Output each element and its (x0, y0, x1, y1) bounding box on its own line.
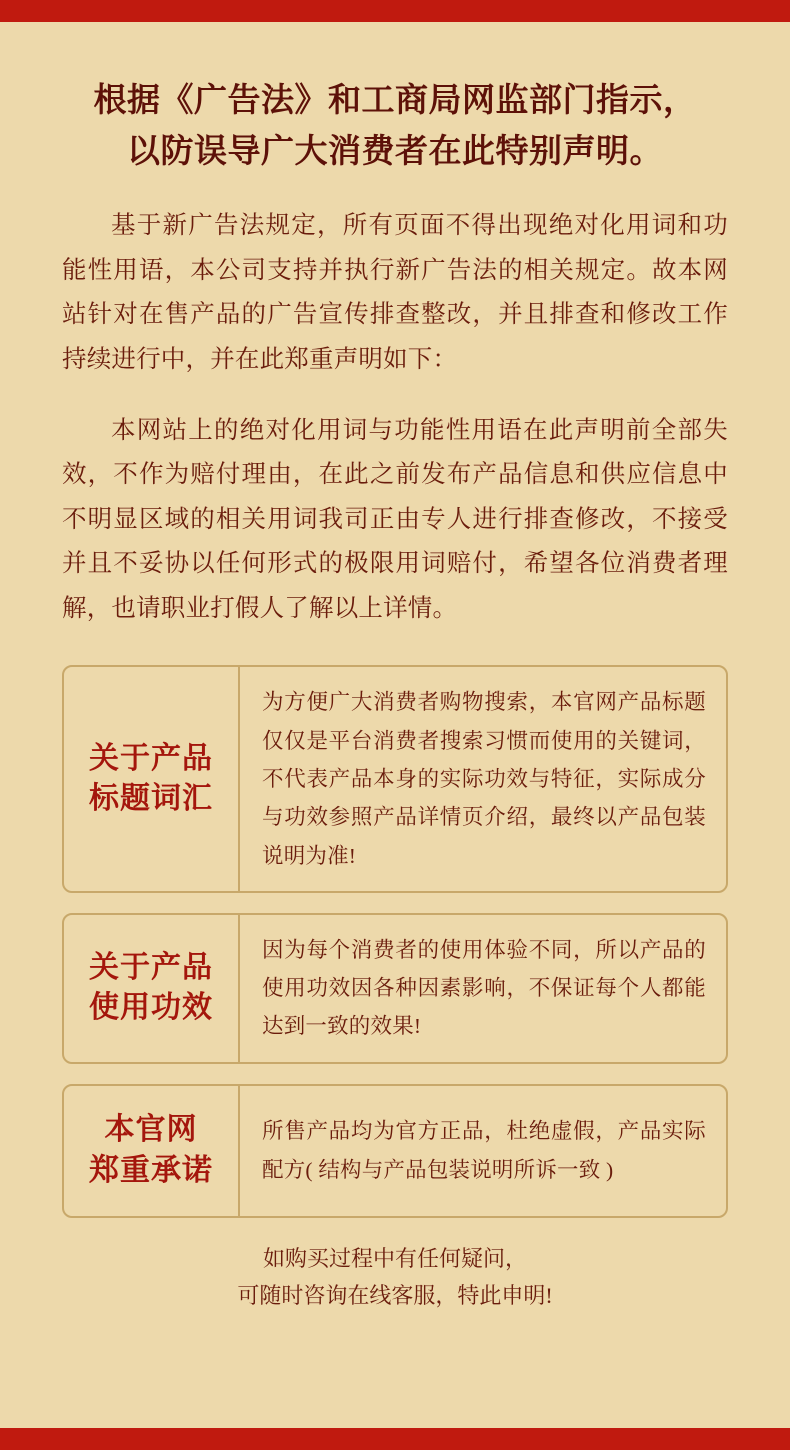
page-title (62, 76, 728, 178)
footer-note (62, 1240, 728, 1315)
card-1-title-line2: 标题词汇 (89, 782, 213, 816)
page-title-line2: 以防误导广大消费者在此特别声明。 (127, 134, 663, 171)
card-2-body: 因为每个消费者的使用体验不同，所以产品的使用功效因各种因素影响，不保证每个人都能达到一致的效果! (262, 937, 706, 1039)
card-official-promise (62, 1084, 728, 1218)
card-2-title-line2: 使用功效 (89, 991, 213, 1025)
statement-cards (62, 665, 728, 1217)
card-1-body: 为方便广大消费者购物搜索，本官网产品标题仅仅是平台消费者搜索习惯而使用的关键词，不代表产品本身的实际功效与特征，实际成分与功效参照产品详情页介绍，最终以产品包装说明为准! (262, 690, 706, 868)
card-3-title-line1: 本官网 (104, 1113, 198, 1147)
intro-paragraph-2: 本网站上的绝对化用词与功能性用语在此声明前全部失效，不作为赔付理由，在此之前发布产品信息和供应信息中不明显区域的相关用词我司正由专人进行排查修改，不接受并且不妥协以任何形式的极限用词赔付，希望各位消费者理解，也请职业打假人了解以上详情。 (62, 416, 728, 622)
card-2-title (64, 915, 240, 1062)
card-1-title-line1: 关于产品 (89, 741, 213, 775)
footer-line2: 可随时咨询在线客服，特此申明! (237, 1283, 553, 1308)
disclaimer-panel (0, 22, 790, 1428)
card-product-title-wording (62, 665, 728, 892)
card-3-title-line2: 郑重承诺 (89, 1153, 213, 1187)
page-title-line1: 根据《广告法》和工商局网监部门指示， (93, 83, 697, 119)
intro-paragraph-1: 基于新广告法规定，所有页面不得出现绝对化用词和功能性用语，本公司支持并执行新广告法的相关规定。故本网站针对在售产品的广告宣传排查整改，并且排查和修改工作持续进行中，并在此郑重声明如下： (62, 212, 728, 374)
footer-line1: 如购买过程中有任何疑问， (262, 1245, 527, 1271)
card-3-title (64, 1086, 240, 1216)
card-product-effect (62, 913, 728, 1064)
card-1-title (64, 667, 240, 890)
card-3-body: 所售产品均为官方正品，杜绝虚假，产品实际配方( 结构与产品包装说明所诉一致 ) (262, 1119, 706, 1182)
card-2-title-line1: 关于产品 (89, 950, 213, 984)
